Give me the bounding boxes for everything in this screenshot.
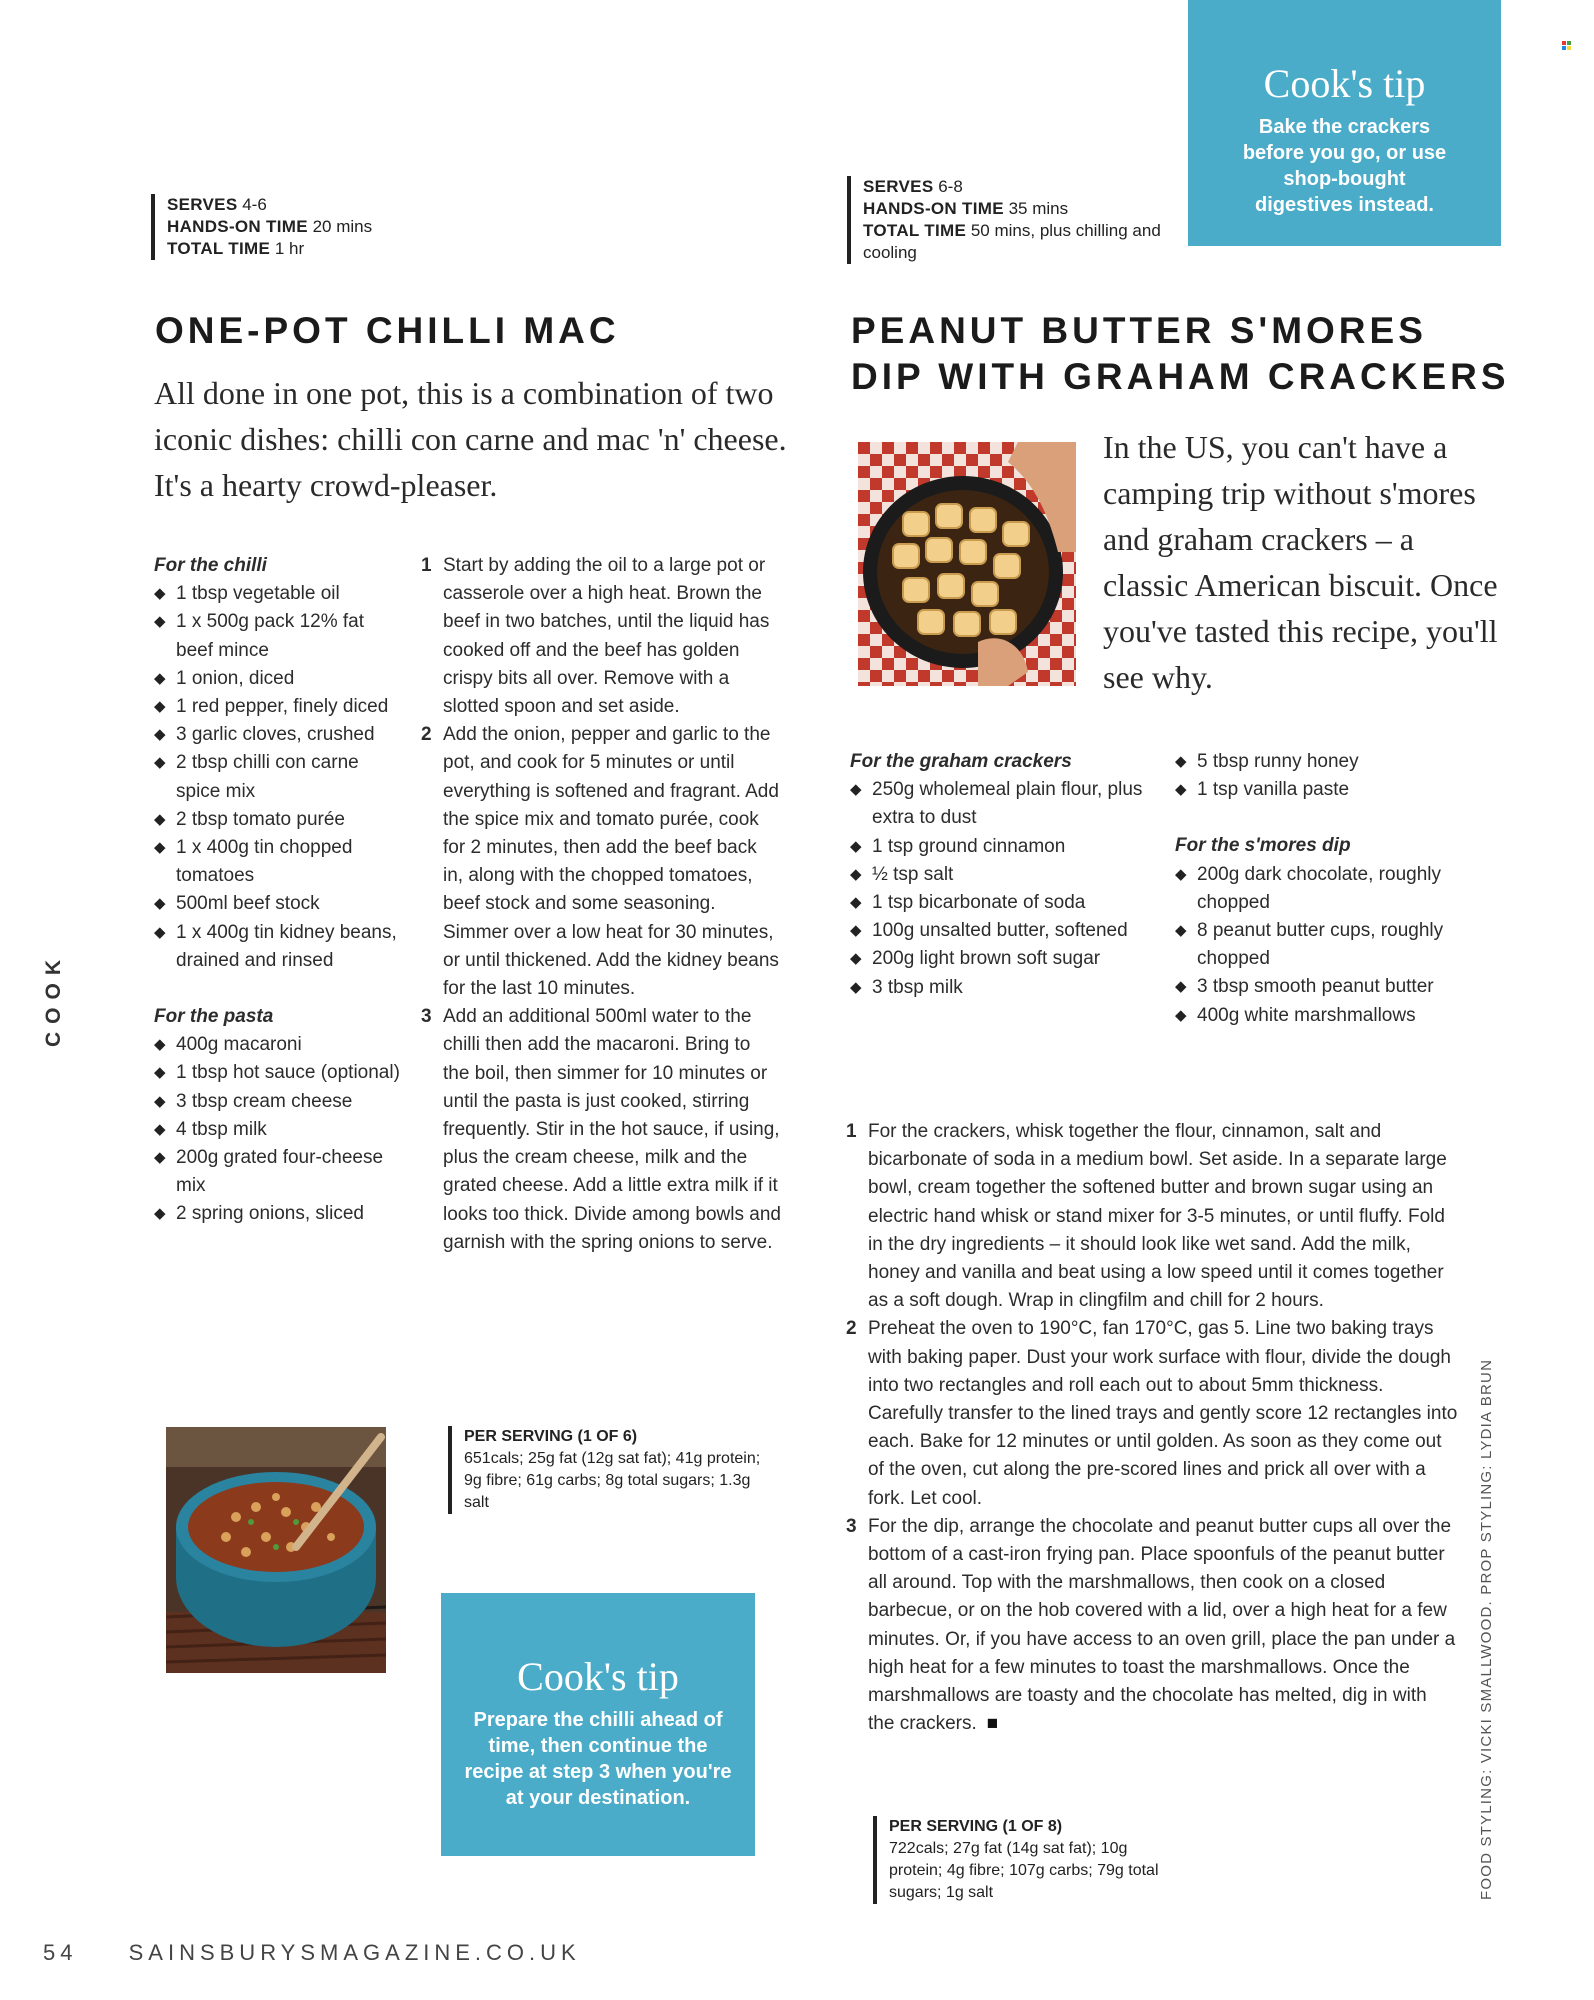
total-time-label: TOTAL TIME	[167, 239, 271, 258]
total-time-label: TOTAL TIME	[863, 221, 967, 240]
cooks-tip-chilli	[441, 1593, 755, 1856]
graham-crackers-ingredients	[850, 748, 1170, 1002]
ingredient-item: ◆ 500ml beef stock	[154, 890, 404, 918]
hands-on-label: HANDS-ON TIME	[167, 217, 308, 236]
method-step	[846, 1118, 1458, 1315]
ingredient-item: ◆ 1 tsp vanilla paste	[1175, 776, 1475, 804]
ingredient-item: ◆ 200g grated four-cheese mix	[154, 1144, 404, 1200]
hands-on-value: 20 mins	[312, 217, 373, 236]
step-number: 1	[421, 555, 432, 576]
smores-meta	[847, 176, 1173, 264]
smores-method	[846, 1118, 1458, 1738]
cooks-tip-smores	[1188, 0, 1501, 246]
step-number: 3	[846, 1515, 857, 1537]
serves-value: 6-8	[938, 177, 963, 196]
step-text: For the crackers, whisk together the flour, cinnamon, salt and bicarbonate of soda in a medium bowl. Set aside. In a separate large bowl, cream together the softened butter and brown sugar using an electric hand whisk or stand mixer for 3-5 minutes, or until fluffy. Fold in the dry ingredients – it should look like wet sand. Add the milk, honey and vanilla and beat using a low speed until it comes together as a soft dough. Wrap in clingfilm and chill for 2 hours.	[868, 1121, 1447, 1312]
ingredient-item: ◆ 1 onion, diced	[154, 665, 404, 693]
pasta-ingredient-list	[154, 1031, 404, 1228]
ingredient-item: ◆ 3 garlic cloves, crushed	[154, 721, 404, 749]
smores-per-serving	[873, 1816, 1179, 1904]
ingredient-item: ◆ 400g white marshmallows	[1175, 1002, 1475, 1030]
ingredient-item: ◆ 200g dark chocolate, roughly chopped	[1175, 861, 1475, 917]
ingredient-item: ◆ 2 tbsp tomato purée	[154, 806, 404, 834]
smores-title	[851, 308, 1510, 400]
hands-on-label: HANDS-ON TIME	[863, 199, 1004, 218]
step-text: For the dip, arrange the chocolate and peanut butter cups all over the bottom of a cast-iron frying pan. Place spoonfuls of the peanut butter all around. Top with the marshmallows, then cook on a closed barbecue, or on the hob covered with a lid, over a high heat for a few minutes. Or, if you have access to an oven grill, place the pan under a high heat for a few minutes to toast the marshmallows. Once the marshmallows are toasty and the chocolate has melted, dig in with the crackers.	[868, 1515, 1456, 1735]
ingredient-item: ◆ 3 tbsp smooth peanut butter	[1175, 973, 1475, 1001]
smores-dip-heading: For the s'mores dip	[1175, 835, 1351, 857]
serves-label: SERVES	[167, 195, 238, 214]
ingredient-item: ◆ 8 peanut butter cups, roughly chopped	[1175, 917, 1475, 973]
colour-mark-icon	[1562, 41, 1571, 50]
ingredient-item: ◆ 1 x 400g tin chopped tomatoes	[154, 834, 404, 890]
method-step	[846, 1513, 1458, 1739]
serves-value: 4-6	[242, 195, 267, 214]
smores-title-line2: DIP WITH GRAHAM CRACKERS	[851, 356, 1510, 397]
per-serving-text: 722cals; 27g fat (14g sat fat); 10g protein; 4g fibre; 107g carbs; 79g total sugars; 1g salt	[889, 1840, 1159, 1901]
styling-credit: FOOD STYLING: VICKI SMALLWOOD. PROP STYLING: LYDIA BRUN	[1478, 1358, 1495, 1900]
chilli-intro: All done in one pot, this is a combination of two iconic dishes: chilli con carne and mac 'n' cheese. It's a hearty crowd-pleaser.	[154, 375, 787, 503]
graham-crackers-ingredient-list	[850, 776, 1170, 1002]
hands-on-value: 35 mins	[1008, 199, 1069, 218]
graham-crackers-ingredient-list-cont	[1175, 748, 1475, 804]
smores-dip-ingredients	[1175, 748, 1475, 1030]
per-serving-label: PER SERVING (1 OF 6)	[464, 1428, 638, 1445]
graham-crackers-heading: For the graham crackers	[850, 751, 1072, 772]
step-number: 2	[846, 1318, 857, 1340]
step-text: Start by adding the oil to a large pot or casserole over a high heat. Brown the beef in two batches, until the liquid has cooked off and the beef has golden crispy bits all over. Remove with a slotted spoon and set aside.	[443, 555, 770, 718]
ingredient-item: ◆ 1 tbsp hot sauce (optional)	[154, 1059, 404, 1087]
ingredient-item: ◆ 1 x 400g tin kidney beans, drained and rinsed	[154, 919, 404, 975]
total-time-value: 1 hr	[274, 239, 305, 258]
section-label: COOK	[42, 952, 65, 1047]
ingredient-item: ◆ 1 x 500g pack 12% fat beef mince	[154, 608, 404, 664]
ingredient-item: ◆ 2 spring onions, sliced	[154, 1200, 404, 1228]
method-step	[421, 552, 781, 721]
ingredient-item: ◆ 3 tbsp milk	[850, 974, 1170, 1002]
ingredient-item: ◆ 100g unsalted butter, softened	[850, 917, 1170, 945]
end-mark-icon: ■	[986, 1713, 999, 1735]
chilli-title: ONE-POT CHILLI MAC	[155, 310, 620, 351]
ingredient-item: ◆ 2 tbsp chilli con carne spice mix	[154, 749, 404, 805]
ingredient-item: ◆ ½ tsp salt	[850, 861, 1170, 889]
cooks-tip-text: Bake the crackers before you go, or use shop-bought digestives instead.	[1242, 116, 1447, 216]
chilli-ingredient-list	[154, 580, 404, 975]
step-text: Add an additional 500ml water to the chilli then add the macaroni. Bring to the boil, then simmer for 10 minutes or until the pasta is just cooked, stirring frequently. Stir in the hot sauce, if using, plus the cream cheese, milk and the grated cheese. Add a little extra milk if it looks too thick. Divide among bowls and garnish with the spring onions to serve.	[443, 1006, 781, 1253]
cooks-tip-heading: Cook's tip	[1263, 61, 1426, 106]
chilli-meta	[151, 194, 467, 260]
chilli-per-serving	[448, 1426, 774, 1514]
ingredient-item: ◆ 1 red pepper, finely diced	[154, 693, 404, 721]
ingredient-item: ◆ 250g wholemeal plain flour, plus extra to dust	[850, 776, 1170, 832]
step-text: Preheat the oven to 190°C, fan 170°C, gas 5. Line two baking trays with baking paper. Dust your work surface with flour, divide the dough into two rectangles and roll each out to about 5mm thickness. Carefully transfer to the lined trays and gently score 12 rectangles into each. Bake for 12 minutes or until golden. As soon as they come out of the oven, cut along the pre-scored lines and prick all over with a fork. Let cool.	[868, 1318, 1458, 1509]
method-step	[421, 1003, 781, 1257]
ingredient-item: ◆ 1 tbsp vegetable oil	[154, 580, 404, 608]
ingredient-item: ◆ 200g light brown soft sugar	[850, 945, 1170, 973]
step-number: 3	[421, 1006, 432, 1028]
ingredient-item: ◆ 3 tbsp cream cheese	[154, 1088, 404, 1116]
cooks-tip-heading: Cook's tip	[517, 1654, 679, 1699]
per-serving-label: PER SERVING (1 OF 8)	[889, 1818, 1063, 1835]
page-number: 54	[43, 1940, 78, 1965]
ingredient-item: ◆ 400g macaroni	[154, 1031, 404, 1059]
total-time-value: 50 mins, plus chilling and cooling	[863, 221, 1161, 262]
chilli-mac-photo	[166, 1427, 386, 1673]
ingredient-item: ◆ 1 tsp bicarbonate of soda	[850, 889, 1170, 917]
site-url: SAINSBURYSMAGAZINE.CO.UK	[128, 1940, 581, 1965]
chilli-ingredients	[154, 552, 404, 1229]
smores-title-line1: PEANUT BUTTER S'MORES	[851, 310, 1427, 351]
step-number: 2	[421, 724, 432, 746]
ingredient-item: ◆ 4 tbsp milk	[154, 1116, 404, 1144]
per-serving-text: 651cals; 25g fat (12g sat fat); 41g protein; 9g fibre; 61g carbs; 8g total sugars; 1.3g salt	[464, 1450, 761, 1511]
smores-intro: In the US, you can't have a camping trip without s'mores and graham crackers – a classic American biscuit. Once you've tasted this recipe, you'll see why.	[1103, 429, 1498, 695]
method-step	[421, 721, 781, 1003]
smores-dip-photo	[858, 442, 1076, 686]
smores-dip-ingredient-list	[1175, 861, 1475, 1030]
method-step	[846, 1315, 1458, 1512]
chilli-ingredients-heading: For the chilli	[154, 555, 267, 576]
cooks-tip-text: Prepare the chilli ahead of time, then continue the recipe at step 3 when you're at your destination.	[464, 1709, 732, 1809]
page-footer	[43, 1940, 581, 1966]
step-number: 1	[846, 1121, 857, 1142]
step-text: Add the onion, pepper and garlic to the pot, and cook for 5 minutes or until everything is softened and fragrant. Add the spice mix and tomato purée, cook for 2 minutes, then add the beef back in, along with the chopped tomatoes, beef stock and some seasoning. Simmer over a low heat for 30 minutes, or until thickened. Add the kidney beans for the last 10 minutes.	[443, 724, 779, 1000]
chilli-method	[421, 552, 781, 1257]
ingredient-item: ◆ 1 tsp ground cinnamon	[850, 833, 1170, 861]
pasta-ingredients-heading: For the pasta	[154, 1006, 274, 1028]
ingredient-item: ◆ 5 tbsp runny honey	[1175, 748, 1475, 776]
serves-label: SERVES	[863, 177, 934, 196]
